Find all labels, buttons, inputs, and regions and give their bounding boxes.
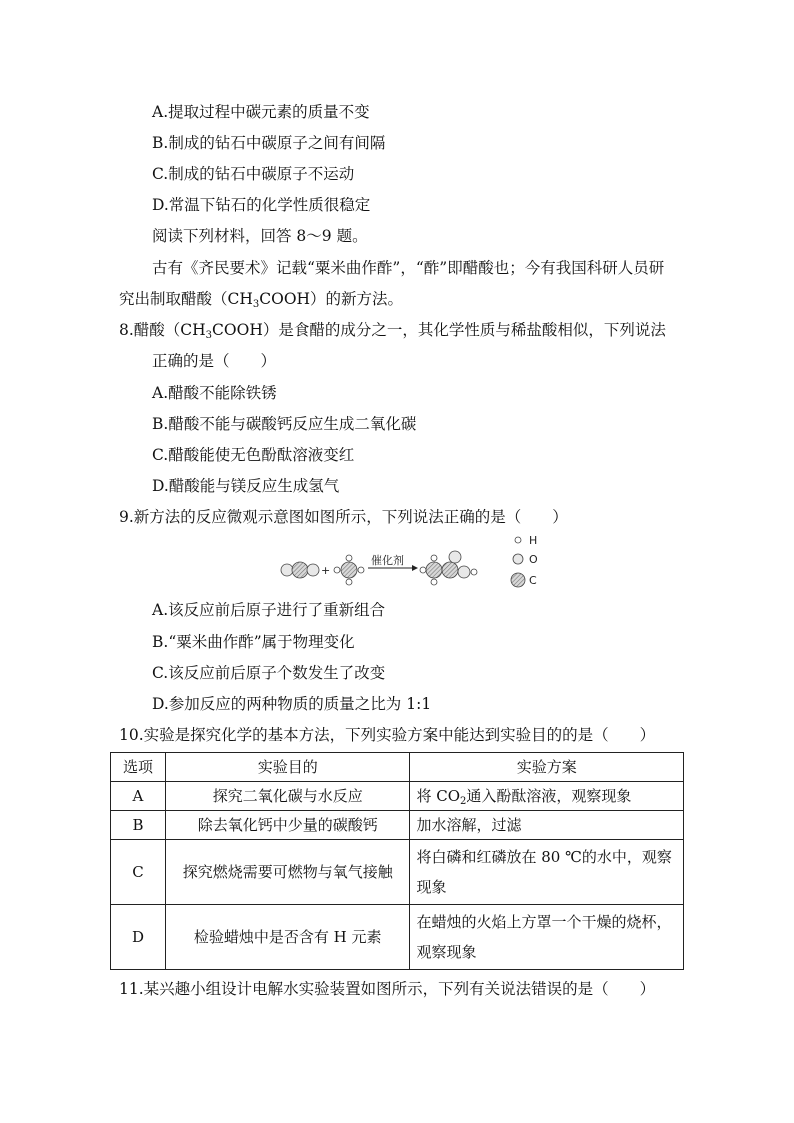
row-goal: 检验蜡烛中是否含有 H 元素 — [165, 905, 410, 970]
row-plan: 在蜡烛的火焰上方罩一个干燥的烧杯， 观察现象 — [410, 905, 684, 970]
row-goal: 探究燃烧需要可燃物与氧气接触 — [165, 840, 410, 905]
atom-legend — [511, 534, 538, 587]
q7-option-d: D.常温下钻石的化学性质很稳定 — [152, 196, 371, 214]
table-row — [111, 811, 684, 840]
row-option: D — [111, 905, 166, 970]
material-line-2: 究出制取醋酸$(CH_3COOH)$的新方法。 — [119, 290, 404, 310]
q8-stem-continued: 正确的是（ ） — [152, 352, 277, 370]
table-row — [111, 905, 684, 970]
q7-option-b: B.制成的钻石中碳原子之间有间隔 — [152, 134, 386, 152]
catalyst-label: 催化剂 — [371, 554, 404, 567]
reactant-co2-molecule — [281, 562, 319, 578]
reactant-ch4-molecule — [334, 555, 364, 585]
q11-stem: 11.某兴趣小组设计电解水实验装置如图所示，下列有关说法错误的是（ ） — [119, 980, 656, 998]
q8-stem: 8.醋酸$(CH_3COOH)$是食醋的成分之一，其化学性质与稀盐酸相似，下列说法 — [119, 321, 666, 341]
legend-o: O — [529, 553, 538, 566]
row-option: C — [111, 840, 166, 905]
reading-intro: 阅读下列材料，回答 8～9 题。 — [152, 227, 368, 245]
row-plan: 将 $CO_2$通入酚酞溶液，观察现象 — [410, 782, 684, 811]
q9-stem: 9.新方法的反应微观示意图如图所示，下列说法正确的是（ ） — [119, 508, 568, 526]
q8-option-a: A.醋酸不能除铁锈 — [152, 384, 277, 402]
material-line-1: 古有《齐民要术》记载“粟米曲作酢”，“酢”即醋酸也；今有我国科研人员研 — [152, 259, 665, 277]
legend-c: C — [529, 574, 537, 587]
row-option: B — [111, 811, 166, 840]
q9-option-c: C.该反应前后原子个数发生了改变 — [152, 664, 386, 682]
row-goal: 除去氧化钙中少量的碳酸钙 — [165, 811, 410, 840]
product-ch3cooh-molecule — [420, 551, 477, 585]
header-goal: 实验目的 — [165, 753, 410, 782]
q8-option-d: D.醋酸能与镁反应生成氢气 — [152, 477, 340, 495]
reaction-micro-diagram — [278, 532, 548, 592]
row-goal: 探究二氧化碳与水反应 — [165, 782, 410, 811]
row-plan: 加水溶解，过滤 — [410, 811, 684, 840]
q8-option-b: B.醋酸不能与碳酸钙反应生成二氧化碳 — [152, 415, 417, 433]
header-plan: 实验方案 — [410, 753, 684, 782]
row-option: A — [111, 782, 166, 811]
q7-option-a: A.提取过程中碳元素的质量不变 — [152, 103, 370, 121]
legend-h: H — [529, 534, 538, 547]
table-header-row — [111, 753, 684, 782]
plus-sign: + — [321, 564, 331, 577]
q9-option-d: D.参加反应的两种物质的质量之比为 1:1 — [152, 695, 432, 713]
q10-stem: 10.实验是探究化学的基本方法，下列实验方案中能达到实验目的的是（ ） — [119, 726, 656, 744]
table-row — [111, 840, 684, 905]
q7-option-c: C.制成的钻石中碳原子不运动 — [152, 165, 355, 183]
q9-option-a: A.该反应前后原子进行了重新组合 — [152, 601, 386, 619]
experiment-table — [110, 752, 684, 970]
q9-option-b: B.“粟米曲作酢”属于物理变化 — [152, 633, 355, 651]
header-option: 选项 — [111, 753, 166, 782]
q8-option-c: C.醋酸能使无色酚酞溶液变红 — [152, 446, 355, 464]
table-row — [111, 782, 684, 811]
row-plan: 将白磷和红磷放在 80 ℃的水中，观察 现象 — [410, 840, 684, 905]
